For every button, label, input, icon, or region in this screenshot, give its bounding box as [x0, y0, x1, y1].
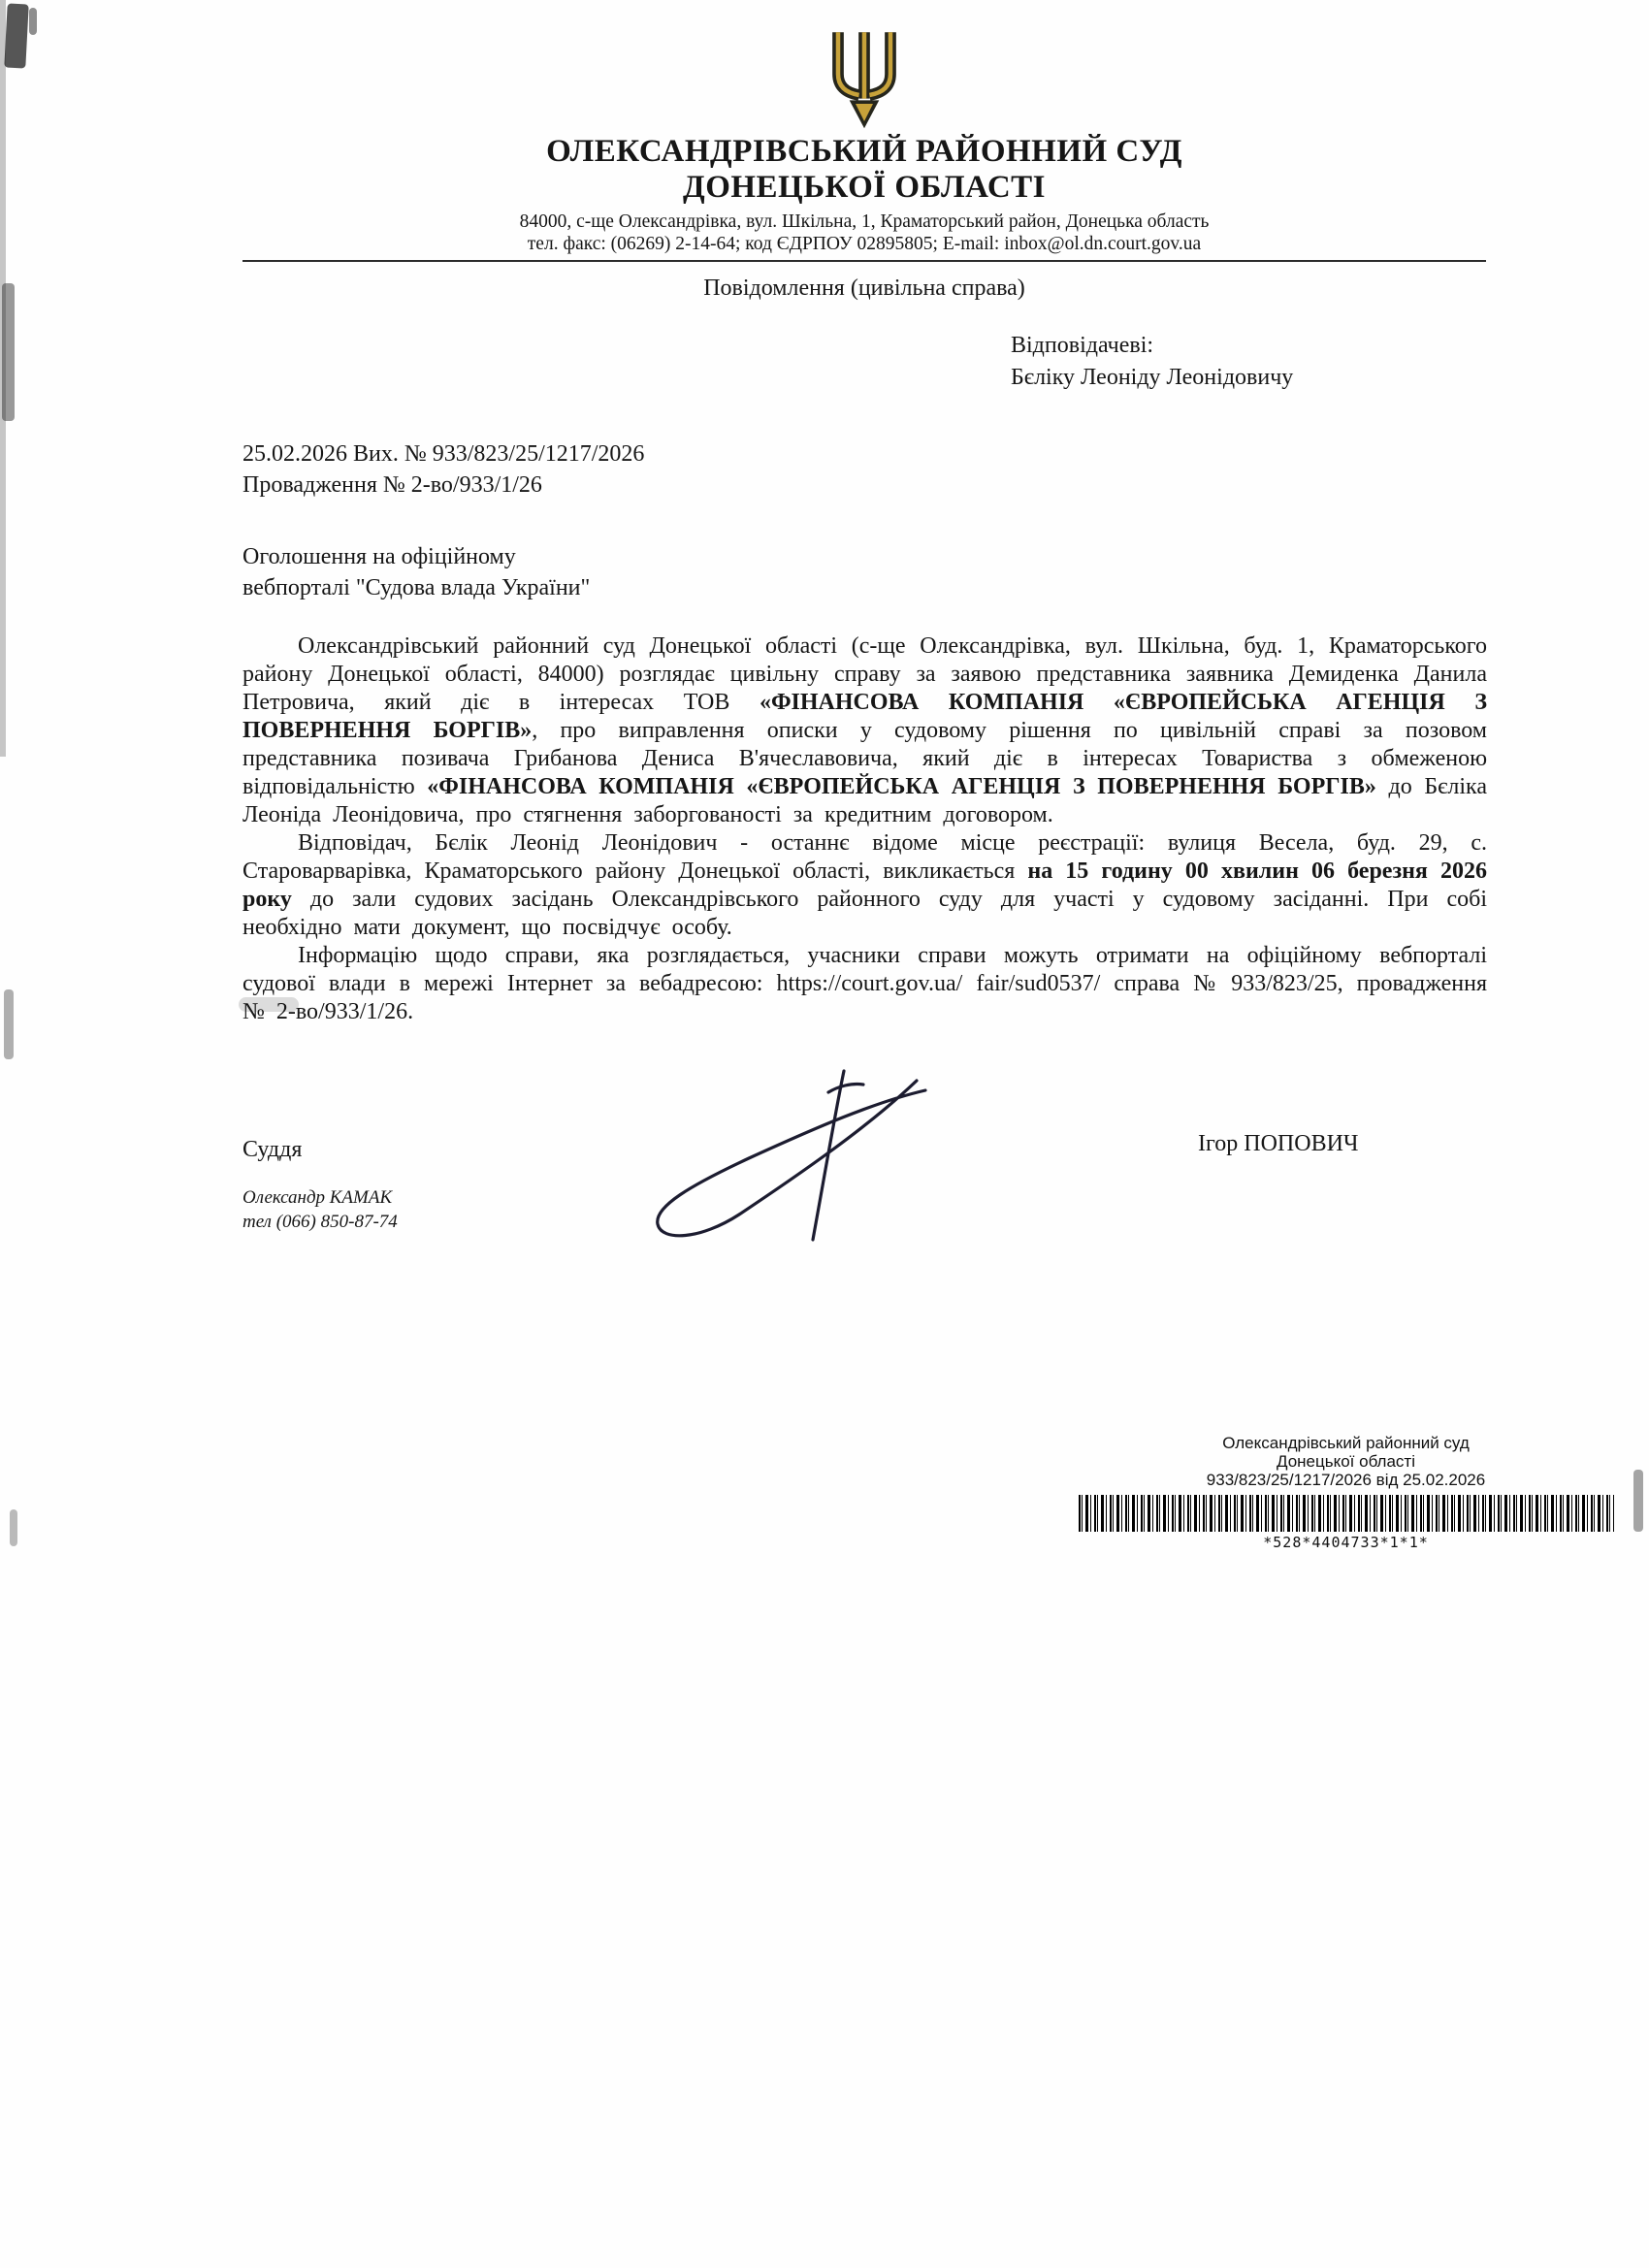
proceeding-number-line: Провадження № 2-во/933/1/26 [242, 472, 542, 498]
announcement-block [242, 541, 590, 603]
scan-artifact [1633, 1470, 1643, 1532]
recipient-block [1011, 330, 1293, 394]
barcode-text: *528*4404733*1*1* [1263, 1534, 1429, 1551]
ukraine-trident-emblem-icon [818, 25, 911, 130]
body-text: до зали судових засідань Олександрівського районного суду для участі у судовому засіданні. При собі необхідно мати документ, що посвідчує особу. [242, 887, 1487, 940]
scan-artifact [29, 8, 37, 35]
hearing-datetime-bold: на 15 годину 00 хвилин 06 березня 2026 року [242, 859, 1488, 912]
registration-stamp [1072, 1434, 1620, 1552]
judge-name: Ігор ПОПОВИЧ [1198, 1131, 1359, 1156]
reference-block [242, 438, 644, 501]
stamp-registration-number: 933/823/25/1217/2026 від 25.02.2026 [1206, 1471, 1486, 1489]
recipient-name: Бєліку Леоніду Леонідовичу [1011, 365, 1294, 390]
judge-signature [621, 1067, 951, 1256]
scan-artifact [10, 1509, 17, 1546]
court-address: 84000, с-ще Олександрівка, вул. Шкільна, 1, Краматорський район, Донецька область [519, 211, 1210, 232]
court-name-line2: ДОНЕЦЬКОЇ ОБЛАСТІ [682, 170, 1047, 205]
court-name-line1: ОЛЕКСАНДРІВСЬКИЙ РАЙОННИЙ СУД [546, 134, 1182, 169]
paragraph-info: Інформацію щодо справи, яка розглядається, учасники справи можуть отримати на офіційному вебпорталі судової влади в мережі Інтернет за вебадресою: https://court.gov.ua/ fair/sud0537/ справа № 933/823/25, провадження № 2-во/933/1/26. [242, 943, 1487, 1024]
body-text: Відповідач, Бєлік Леонід Леонідович - останнє відоме місце реєстрації: вулиця Весела, буд. 29, с. Староварварівка, Краматорського району Донецької області, викликається [242, 830, 1487, 884]
body-text: до Бєліка Леоніда Леонідовича, про стягнення заборгованості за кредитним договором. [242, 774, 1488, 827]
recipient-label: Відповідачеві: [1011, 333, 1154, 358]
announcement-line2: вебпорталі "Судова влада України" [242, 575, 591, 600]
paragraph-summons [242, 829, 1487, 942]
scan-artifact [2, 283, 15, 421]
announcement-line1: Оголошення на офіційному [242, 544, 516, 569]
stamp-court-name: Олександрівський районний суд [1222, 1434, 1470, 1452]
body-text: , про виправлення описки у судовому рішення по цивільній справі за позовом представника позивача Грибанова Дениса В'ячеславовича, який діє в інтересах Товариства з обмеженою відповідальністю [242, 718, 1487, 799]
paragraph-case-description [242, 632, 1487, 829]
document-body [242, 632, 1487, 1026]
company-name-bold: «ФІНАНСОВА КОМПАНІЯ «ЄВРОПЕЙСЬКА АГЕНЦІЯ З ПОВЕРНЕННЯ БОРГІВ» [242, 690, 1488, 743]
outgoing-number-line: 25.02.2026 Вих. № 933/823/25/1217/2026 [242, 441, 645, 467]
document-subject: Повідомлення (цивільна справа) [703, 275, 1025, 301]
judge-label: Суддя [242, 1137, 303, 1162]
court-contacts: тел. факс: (06269) 2-14-64; код ЄДРПОУ 02895805; E-mail: inbox@ol.dn.court.gov.ua [527, 234, 1202, 254]
stamp-court-region: Донецької області [1277, 1452, 1415, 1471]
document-header [242, 25, 1486, 255]
clerk-name: Олександр КАМАК [242, 1187, 393, 1208]
body-text: Олександрівський районний суд Донецької області (с-ще Олександрівка, вул. Шкільна, буд. 1, Краматорського району Донецької області, 84000) розглядає цивільну справу за заявою представника заявника Демиденка Данила Петровича, який діє в інтересах ТОВ [242, 633, 1487, 715]
clerk-block [242, 1185, 398, 1234]
company-name-bold: «ФІНАНСОВА КОМПАНІЯ «ЄВРОПЕЙСЬКА АГЕНЦІЯ З ПОВЕРНЕННЯ БОРГІВ» [427, 774, 1376, 799]
scan-artifact [4, 989, 14, 1059]
scan-artifact [4, 3, 28, 68]
barcode [1079, 1495, 1614, 1532]
clerk-phone: тел (066) 850-87-74 [242, 1212, 398, 1232]
header-divider [242, 260, 1486, 262]
